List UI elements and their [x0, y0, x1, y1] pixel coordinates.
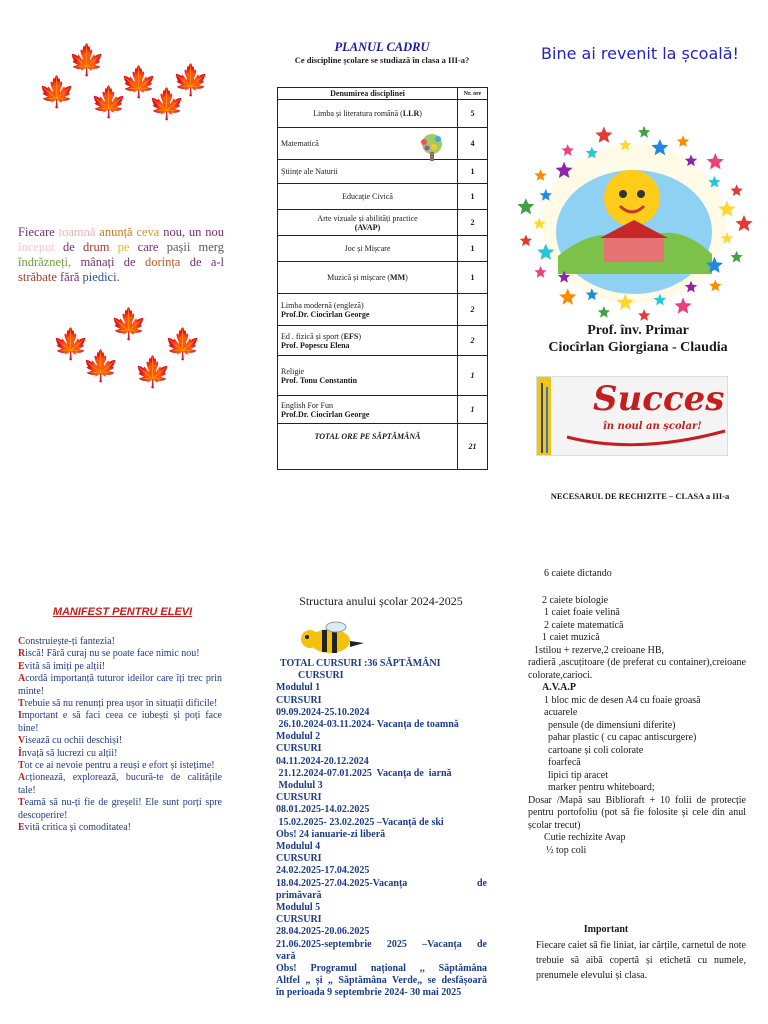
poem-word: toamnă: [58, 225, 100, 239]
structure-line: vară: [276, 950, 296, 962]
plan-row: [278, 396, 488, 424]
autumn-leaves-top-image: [30, 38, 210, 148]
intro-poem: [18, 225, 224, 285]
manifest-text: isează cu ochii deschiși!: [25, 735, 123, 747]
maple-leaf-icon: 🍁: [52, 328, 90, 361]
manifest-initial: A: [18, 772, 26, 784]
plan-hours-cell: 2: [458, 294, 488, 326]
rechizite-item: 2 caiete biologie: [542, 594, 609, 606]
plan-hours-cell: 1: [458, 396, 488, 424]
manifest-initial: I: [18, 710, 22, 722]
poem-word: Fiecare: [18, 225, 59, 239]
subject-name: Limba și literatura română (: [313, 109, 403, 118]
plan-header-subject: Denumirea disciplinei: [278, 88, 458, 100]
manifest-text: onstruiește-ți fantezia!: [25, 636, 115, 647]
manifest-initial: T: [18, 698, 25, 710]
welcome-heading: Bine ai revenit la școală!: [541, 44, 739, 63]
plan-hours-cell: 2: [458, 210, 488, 236]
plan-row: [278, 210, 488, 236]
structure-line: 28.04.2025-20.06.2025: [276, 926, 370, 938]
star-icon: [595, 127, 612, 143]
manifest-initial: T: [18, 760, 25, 772]
poem-word: început: [18, 240, 64, 254]
rechizite-item: pahar plastic ( cu capac antiscurgere): [548, 732, 697, 743]
plan-row: [278, 326, 488, 356]
plan-hours-cell: 5: [458, 100, 488, 128]
rechizite-item: Cutie rechizite Avap: [544, 832, 626, 843]
rechizite-item: 1 caiet muzică: [542, 632, 600, 643]
subject-name: Limba modernă (engleză): [281, 300, 364, 310]
manifest-text: cționează, explorează, bucură-te de calitățile tale!: [18, 772, 222, 796]
star-icon: [735, 215, 752, 231]
star-icon: [559, 288, 576, 304]
rechizite-item: 1 bloc mic de desen A4 cu foaie groasă: [544, 694, 701, 706]
plan-hours-cell: 1: [458, 262, 488, 294]
poem-word: piedici: [82, 270, 117, 284]
structure-line: 15.02.2025- 23.02.2025 –Vacanță de ski: [276, 816, 444, 828]
rechizite-item: acuarele: [544, 707, 578, 718]
plan-subject-cell: [278, 356, 458, 396]
manifest-initial: C: [18, 636, 26, 647]
rechizite-item: marker pentru whiteboard;: [548, 782, 655, 793]
plan-title: PLANUL CADRU: [334, 40, 430, 54]
plan-hours-cell: 4: [458, 128, 488, 160]
rechizite-list: [528, 568, 746, 857]
poem-word: dorința: [144, 255, 190, 269]
manifest-line: [18, 772, 222, 797]
plan-hours-cell: 1: [458, 236, 488, 262]
subject-abbr: MM: [390, 273, 406, 282]
manifest-line: [18, 661, 222, 673]
rechizite-item: 6 caiete dictando: [544, 568, 612, 579]
structure-line: Modulul 5: [276, 902, 321, 914]
manifest-list: [18, 636, 222, 835]
manifest-line: [18, 710, 222, 735]
structure-line: 24.02.2025-17.04.2025: [276, 865, 370, 877]
star-icon: [562, 144, 574, 156]
maple-leaf-icon: 🍁: [38, 76, 76, 109]
structure-line: CURSURI: [298, 670, 344, 682]
rechizite-item: cartoane și coli colorate: [548, 744, 644, 756]
structure-line: TOTAL CURSURI :36 SĂPTĂMÂNI: [280, 658, 441, 669]
plan-subject-cell: [278, 236, 458, 262]
manifest-line: [18, 822, 222, 834]
structure-line: CURSURI: [276, 743, 322, 755]
teacher-title: Prof. înv. Primar: [587, 323, 689, 338]
structure-line: 21.12.2024-07.01.2025 Vacanța de iarnă: [276, 767, 452, 779]
manifest-text: ot ce ai nevoie pentru a reuși e efort și istețime!: [24, 760, 215, 772]
poem-word: îndrăzneți,: [18, 255, 81, 269]
structure-line: 08.01.2025-14.02.2025: [276, 804, 370, 816]
subject-abbr: EFS: [343, 331, 359, 341]
maple-leaf-icon: 🍁: [120, 66, 158, 99]
structure-line: Altfel „ și „ Săptămâna Verde„ se desfășoară: [276, 975, 487, 987]
plan-total-label: TOTAL ORE PE SĂPTĂMÂNĂ: [278, 424, 458, 470]
maple-leaf-icon: 🍁: [172, 64, 210, 97]
poem-word: străbate: [18, 270, 60, 284]
plan-subject-cell: [278, 160, 458, 184]
plan-row: [278, 356, 488, 396]
rechizite-item: 2 caiete matematică: [544, 619, 624, 631]
poem-word: fără: [60, 270, 83, 284]
maple-leaf-icon: 🍁: [134, 356, 172, 389]
teacher-name: [518, 322, 758, 356]
subject-name: Educație Civică: [342, 192, 393, 201]
rechizite-item: radieră ,ascuțitoare (de preferat cu container),creioane colorate,carioci.: [528, 657, 746, 681]
subject-teacher: Prof.Dr. Ciocîrlan George: [281, 409, 370, 419]
plan-row: [278, 262, 488, 294]
star-icon: [534, 266, 546, 278]
manifest-line: [18, 797, 222, 822]
maple-leaf-icon: 🍁: [68, 44, 106, 77]
poem-word: nou, un: [163, 225, 206, 239]
star-icon: [598, 306, 610, 318]
manifest-text: iscă! Fără curaj nu se poate face nimic nou!: [25, 648, 200, 660]
manifest-initial: Î: [18, 747, 22, 759]
subject-abbr: LLR: [402, 109, 420, 118]
subject-abbr: (AVAP): [354, 222, 381, 232]
rechizite-item: A.V.A.P: [542, 682, 576, 693]
subject-close: ): [358, 331, 361, 341]
star-icon: [709, 280, 721, 292]
poem-word: ceva: [136, 225, 164, 239]
structure-line: 21.06.2025-septembrie 2025 –Vacanța de: [276, 938, 487, 950]
sun-stars-illustration: [512, 124, 762, 334]
star-icon: [520, 234, 532, 246]
subject-name: Ed . fizică și sport (: [281, 331, 344, 341]
manifest-text: nvață să lucrezi cu alții!: [21, 747, 118, 759]
teacher-fullname: Ciocîrlan Giorgiana - Claudia: [548, 340, 728, 355]
plan-header-nr: Nr. ore: [458, 88, 488, 100]
star-icon: [534, 169, 546, 181]
poem-word: anunță: [99, 225, 137, 239]
structure-line: Modulul 4: [276, 841, 321, 853]
manifest-initial: V: [18, 735, 26, 747]
manifest-line: [18, 698, 222, 710]
manifest-line: [18, 735, 222, 747]
manifest-text: eamă să nu-ți fie de greșeli! Ele sunt porți spre descoperire!: [18, 797, 222, 821]
rechizite-item: ½ top coli: [546, 844, 587, 856]
rechizite-item: lipici tip aracet: [548, 769, 608, 781]
important-title: Important: [583, 924, 629, 935]
succes-subtitle: în noul an școlar!: [603, 421, 702, 432]
poem-word: pe: [117, 240, 138, 254]
subject-name: Matematică: [281, 139, 319, 148]
plan-row: [278, 100, 488, 128]
poem-word: care: [137, 240, 167, 254]
plan-total-value: 21: [458, 424, 488, 470]
plan-hours-cell: 1: [458, 160, 488, 184]
subject-name: Științe ale Naturii: [281, 167, 338, 176]
poem-word: mânați: [80, 255, 124, 269]
manifest-initial: E: [18, 660, 25, 672]
subject-name: Arte vizuale și abilități practice: [317, 213, 418, 223]
plan-hours-cell: 1: [458, 184, 488, 210]
manifest-line: [18, 636, 222, 648]
manifest-title: MANIFEST PENTRU ELEVI: [52, 606, 193, 618]
plan-subject-cell: [278, 294, 458, 326]
plan-row: [278, 160, 488, 184]
rechizite-item: pensule (de dimensiuni diferite): [548, 719, 676, 731]
subject-teacher: Prof. Tonu Constantin: [281, 375, 358, 385]
poem-word: de: [63, 240, 84, 254]
plan-subject-cell: [278, 210, 458, 236]
structure-line: Modulul 1: [276, 682, 321, 694]
manifest-initial: R: [18, 648, 26, 660]
structure-title: Structura anului școlar 2024-2025: [299, 594, 463, 608]
plan-subtitle: Ce discipline școlare se studiază în clasa a III-a?: [294, 55, 470, 65]
poem-word: de a-l: [189, 255, 225, 269]
subject-teacher: Prof. Popescu Elena: [281, 340, 350, 350]
manifest-line: [18, 673, 222, 698]
poem-word: drum: [83, 240, 118, 254]
structure-line: în perioada 9 septembrie 2024- 30 mai 2025: [276, 987, 462, 999]
structure-line: 09.09.2024-25.10.2024: [276, 706, 370, 718]
structure-line: CURSURI: [276, 694, 322, 706]
subject-close: ): [405, 273, 408, 282]
structure-line: Modulul 3: [276, 780, 323, 792]
manifest-text: cordă importanță tuturor ideilor care îți trec prin minte!: [18, 673, 222, 697]
manifest-line: [18, 748, 222, 760]
star-icon: [730, 251, 742, 263]
subject-name: Muzică și mișcare (: [327, 273, 391, 282]
plan-row: [278, 128, 488, 160]
manifest-text: mportant e să faci ceea ce iubești și poți face bine!: [18, 710, 222, 734]
structure-line: Obs! Programul național ,, Săptămâna: [276, 963, 487, 975]
plan-subject-cell: [278, 100, 458, 128]
plan-subject-cell: [278, 184, 458, 210]
plan-row: [278, 294, 488, 326]
subject-close: ): [419, 109, 422, 118]
poem-word: pașii merg: [166, 240, 224, 254]
maple-leaf-icon: 🍁: [110, 308, 148, 341]
structure-line: CURSURI: [276, 853, 322, 865]
plan-table: [277, 87, 488, 470]
subject-name: Religie: [281, 366, 305, 376]
manifest-initial: E: [18, 822, 25, 834]
maple-leaf-icon: 🍁: [90, 86, 128, 119]
important-text: Fiecare caiet să fie liniat, iar cărțile, carnetul de note trebuie să aibă copertă și etichetă cu numele, prenumele elevului și clasa.: [536, 940, 746, 981]
star-icon: [707, 153, 724, 169]
rechizite-item: foarfecă: [548, 757, 581, 768]
star-icon: [675, 297, 692, 313]
manifest-text: rebuie să nu renunți prea ușor în situații dificile!: [24, 698, 218, 710]
star-icon: [638, 309, 650, 321]
poem-word: nou: [205, 225, 224, 239]
structure-line: 26.10.2024-03.11.2024- Vacanța de toamnă: [276, 719, 459, 731]
rechizite-item: Dosar /Mapă sau Biblioraft + 10 folii de protecție pentru portofoliu (pot să fie folosite și cele din anul școlar trecut): [528, 794, 746, 831]
plan-total-row: [278, 424, 488, 470]
manifest-line: [18, 760, 222, 772]
star-icon: [517, 198, 534, 214]
maple-leaf-icon: 🍁: [164, 328, 202, 361]
maple-leaf-icon: 🍁: [148, 88, 186, 121]
plan-subject-cell: [278, 326, 458, 356]
rechizite-item: 1 caiet foaie velină: [544, 607, 620, 618]
bee-icon: [288, 621, 368, 657]
structure-line: Obs! 24 ianuarie-zi liberă: [276, 828, 386, 840]
structure-line: Modulul 2: [276, 731, 321, 743]
manifest-initial: A: [18, 673, 26, 685]
star-icon: [638, 126, 650, 138]
plan-hours-cell: 1: [458, 356, 488, 396]
subject-teacher: Prof.Dr. Ciocîrlan George: [281, 309, 370, 319]
plan-subject-cell: [278, 262, 458, 294]
manifest-text: vită să imiți pe alții!: [24, 660, 106, 672]
subject-name: Joc și Mișcare: [344, 244, 391, 253]
manifest-text: vită critica și comoditatea!: [24, 822, 132, 834]
plan-subject-cell: [278, 396, 458, 424]
maple-leaf-icon: 🍁: [82, 350, 120, 383]
star-icon: [730, 184, 742, 196]
autumn-leaves-bottom-image: [52, 300, 222, 410]
subject-name: English For Fun: [281, 400, 334, 410]
structure-line: CURSURI: [276, 792, 322, 804]
structure-line: CURSURI: [276, 914, 322, 926]
tree-icon: [414, 133, 450, 163]
succes-banner-image: [536, 376, 728, 456]
star-icon: [677, 135, 689, 147]
rechizite-item: 1stilou + rezerve,2 creioane HB,: [534, 644, 665, 656]
manifest-line: [18, 648, 222, 660]
poem-word: .: [116, 270, 120, 284]
manifest-initial: T: [18, 797, 25, 809]
structure-list: [276, 658, 487, 1000]
plan-row: [278, 184, 488, 210]
poem-word: de: [123, 255, 145, 269]
structure-line: primăvară: [276, 889, 322, 901]
succes-word: Succes: [593, 379, 725, 419]
plan-hours-cell: 2: [458, 326, 488, 356]
plan-row: [278, 236, 488, 262]
structure-line: 18.04.2025-27.04.2025-Vacanța de: [276, 877, 487, 889]
rechizite-title: NECESARUL DE RECHIZITE – CLASA a III-a: [550, 491, 730, 501]
structure-line: 04.11.2024-20.12.2024: [276, 755, 369, 767]
